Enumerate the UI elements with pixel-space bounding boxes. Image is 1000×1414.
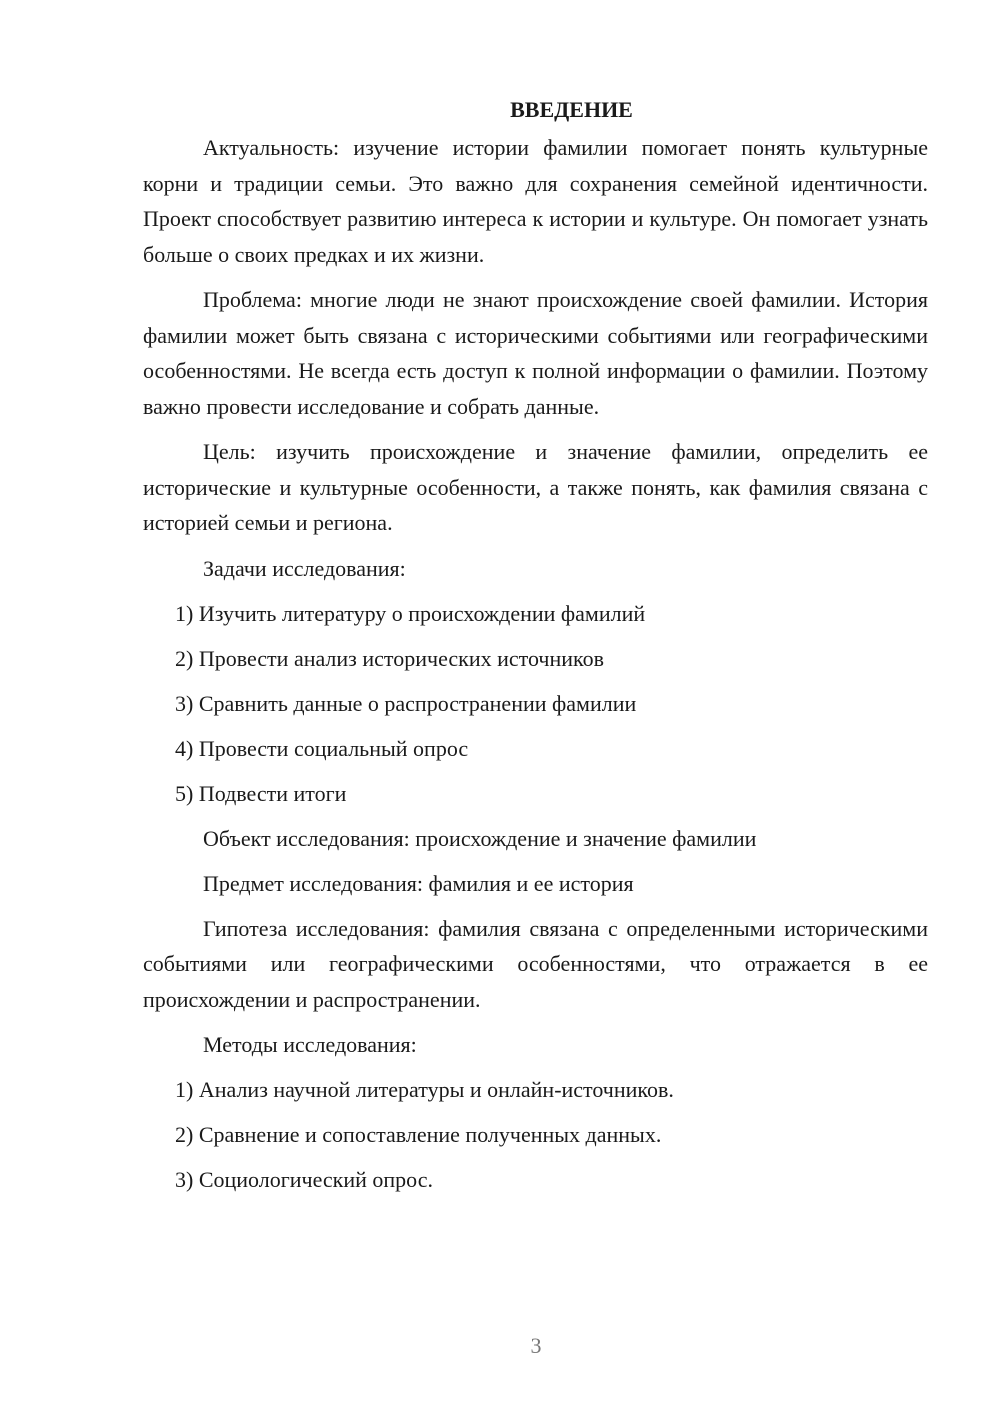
object-line: Объект исследования: происхождение и значение фамилии xyxy=(203,825,757,851)
list-item: 1) Изучить литературу о происхождении фамилий xyxy=(175,600,646,626)
problem-paragraph: Проблема: многие люди не знают происхождение своей фамилии. История фамилии может быть связана с историческими событиями или географическими особенностями. Не всегда есть доступ к полной информации о фамилии. Поэтому важно провести исследование и собрать данные. xyxy=(143,287,928,419)
relevance-paragraph: Актуальность: изучение истории фамилии помогает понять культурные корни и традиции семьи. Это важно для сохранения семейной идентичности. Проект способствует развитию интереса к истории и культуре. Он помогает узнать больше о своих предках и их жизни. xyxy=(143,135,928,267)
subject-line: Предмет исследования: фамилия и ее история xyxy=(203,870,634,896)
list-item: 3) Сравнить данные о распространении фамилии xyxy=(175,690,637,716)
methods-heading: Методы исследования: xyxy=(203,1032,417,1057)
methods-list xyxy=(143,1072,928,1198)
list-item: 3) Социологический опрос. xyxy=(175,1167,433,1192)
list-item: 5) Подвести итоги xyxy=(175,780,347,806)
tasks-list xyxy=(143,596,928,812)
document-body xyxy=(143,92,928,1207)
hypothesis-paragraph: Гипотеза исследования: фамилия связана с определенными историческими событиями или географическими особенностями, что отражается в ее происхождении и распространении. xyxy=(143,915,928,1012)
page-number: 3 xyxy=(530,1333,542,1358)
page-title: ВВЕДЕНИЕ xyxy=(510,97,633,122)
tasks-heading: Задачи исследования: xyxy=(203,555,406,581)
list-item: 4) Провести социальный опрос xyxy=(175,735,469,761)
list-item: 1) Анализ научной литературы и онлайн-источников. xyxy=(175,1077,674,1102)
goal-paragraph: Цель: изучить происхождение и значение фамилии, определить ее исторические и культурные особенности, а также понять, как фамилия связана с историей семьи и региона. xyxy=(143,439,928,535)
list-item: 2) Сравнение и сопоставление полученных данных. xyxy=(175,1122,662,1147)
list-item: 2) Провести анализ исторических источников xyxy=(175,645,604,671)
